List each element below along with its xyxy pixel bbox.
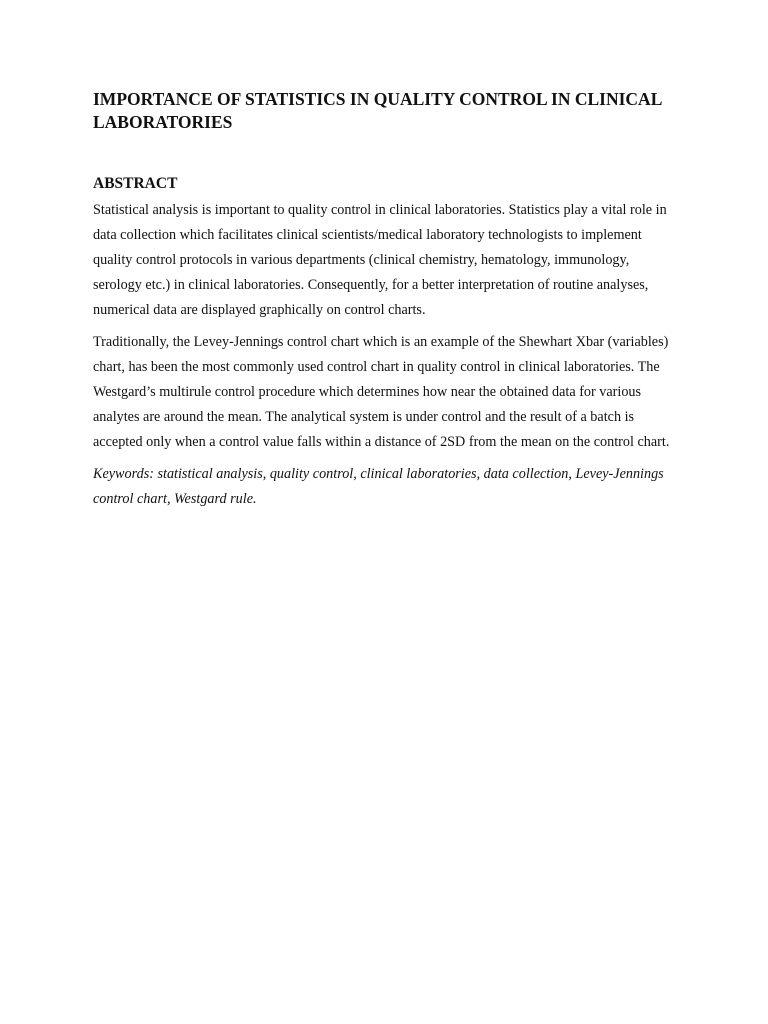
abstract-heading: ABSTRACT: [93, 175, 178, 192]
paper-title: IMPORTANCE OF STATISTICS IN QUALITY CONTROL IN CLINICAL LABORATORIES: [93, 89, 662, 132]
abstract-paragraph-2: Traditionally, the Levey-Jennings control chart which is an example of the Shewhart Xbar (variables) chart, has been the most commonly used control chart in quality control in clinical laboratories. The Westgard’s multirule control procedure which determines how near the obtained data for various analytes are around the mean. The analytical system is under control and the result of a batch is accepted only when a control value falls within a distance of 2SD from the mean on the control chart.: [93, 334, 670, 450]
keywords-line: Keywords: statistical analysis, quality control, clinical laboratories, data collection, Levey-Jennings control chart, Westgard rule.: [93, 466, 664, 507]
document-page: [93, 88, 675, 512]
abstract-paragraph-1: Statistical analysis is important to quality control in clinical laboratories. Statistics play a vital role in data collection which facilitates clinical scientists/medical laboratory technologists to implement quality control protocols in various departments (clinical chemistry, hematology, immunology, serology etc.) in clinical laboratories. Consequently, for a better interpretation of routine analyses, numerical data are displayed graphically on control charts.: [93, 202, 667, 318]
